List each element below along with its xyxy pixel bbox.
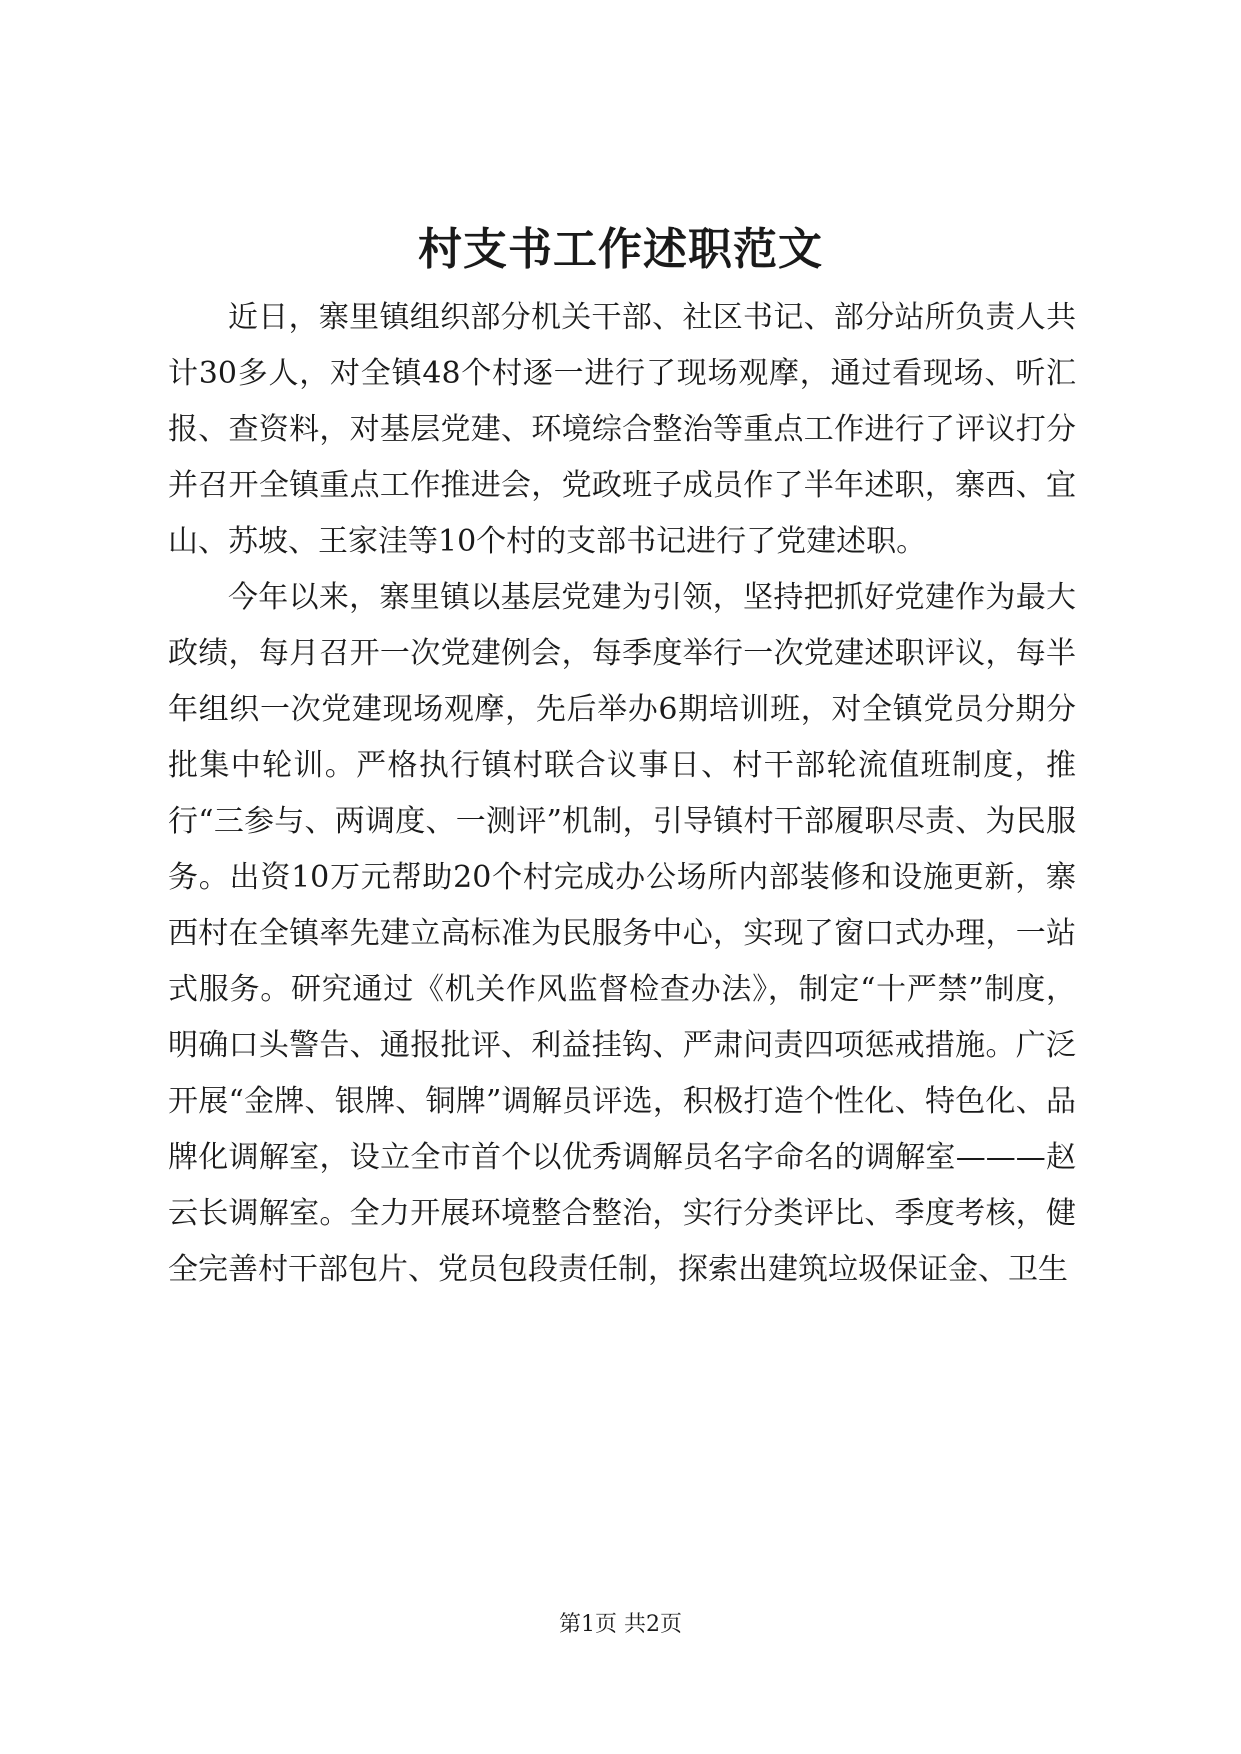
document-body [168,290,1076,1298]
page-number-footer: 第1页 共2页 [559,1612,682,1637]
document-title: 村支书工作述职范文 [418,224,823,275]
paragraph-2: 今年以来，寨里镇以基层党建为引领，坚持把抓好党建作为最大政绩，每月召开一次党建例会，每季度举行一次党建述职评议，每半年组织一次党建现场观摩，先后举办6期培训班，对全镇党员分期分批集中轮训。严格执行镇村联合议事日、村干部轮流值班制度，推行“三参与、两调度、一测评”机制，引导镇村干部履职尽责、为民服务。出资10万元帮助20个村完成办公场所内部装修和设施更新，寨西村在全镇率先建立高标准为民服务中心，实现了窗口式办理，一站式服务。研究通过《机关作风监督检查办法》，制定“十严禁”制度，明确口头警告、通报批评、利益挂钩、严肃问责四项惩戒措施。广泛开展“金牌、银牌、铜牌”调解员评选，积极打造个性化、特色化、品牌化调解室，设立全市首个以优秀调解员名字命名的调解室———赵云长调解室。全力开展环境整合整治，实行分类评比、季度考核，健全完善村干部包片、党员包段责任制，探索出建筑垃圾保证金、卫生 [168,580,1076,1287]
paragraph-1: 近日，寨里镇组织部分机关干部、社区书记、部分站所负责人共计30多人，对全镇48个村逐一进行了现场观摩，通过看现场、听汇报、查资料，对基层党建、环境综合整治等重点工作进行了评议打分并召开全镇重点工作推进会，党政班子成员作了半年述职，寨西、宜山、苏坡、王家洼等10个村的支部书记进行了党建述职。 [168,300,1076,559]
